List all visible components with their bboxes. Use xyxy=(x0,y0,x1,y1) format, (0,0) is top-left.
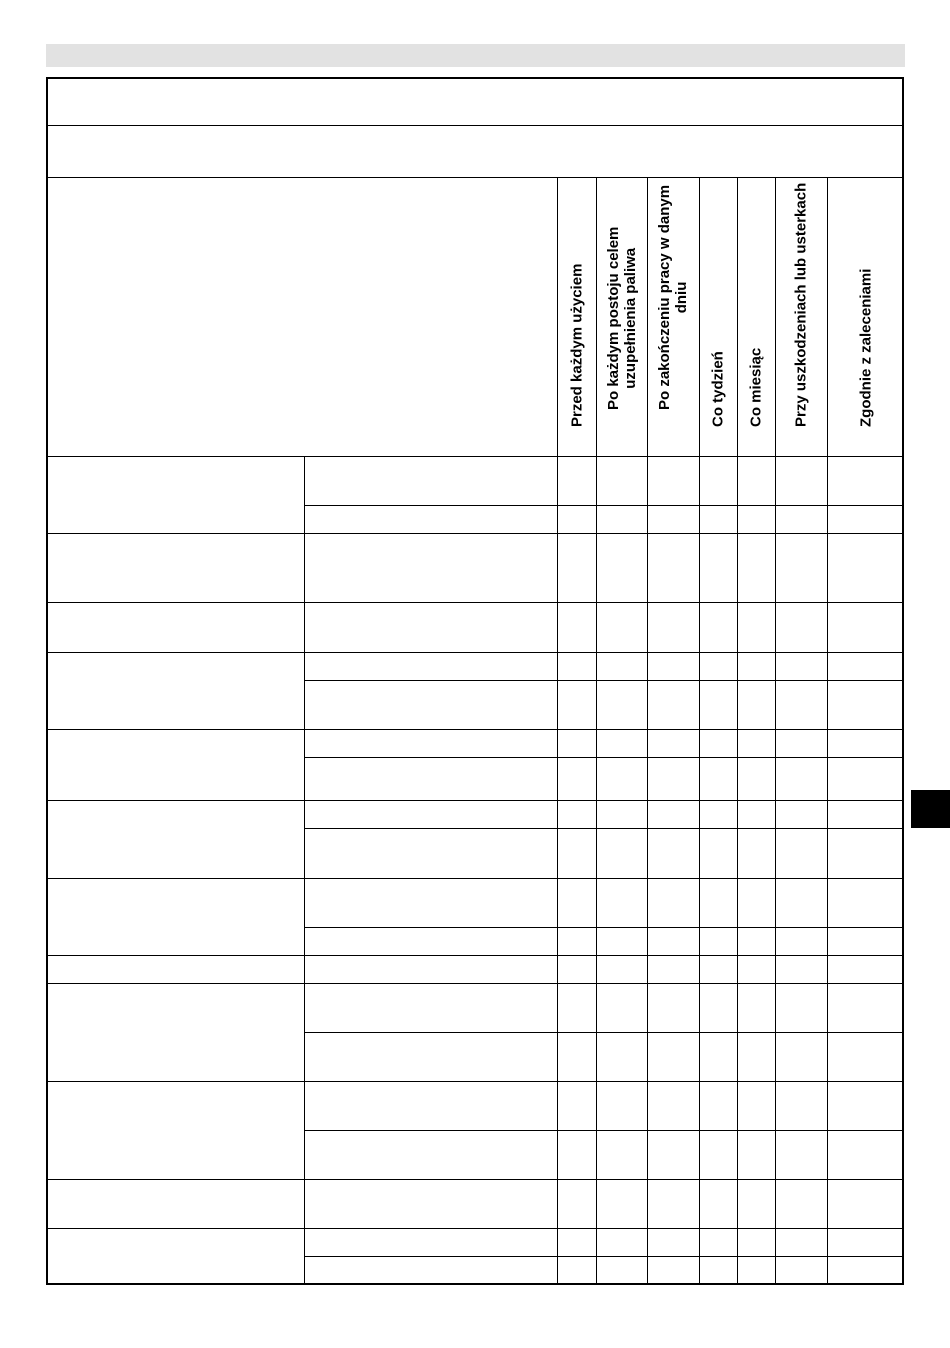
item-cell xyxy=(48,652,304,729)
schedule-cell xyxy=(775,983,827,1032)
schedule-cell xyxy=(596,1228,647,1256)
schedule-cell xyxy=(775,955,827,983)
schedule-cell xyxy=(596,757,647,800)
schedule-cell xyxy=(699,1130,737,1179)
schedule-cell xyxy=(737,757,775,800)
schedule-cell xyxy=(775,1081,827,1130)
item-cell xyxy=(48,955,304,983)
header-bar xyxy=(46,44,905,67)
schedule-cell xyxy=(827,955,904,983)
schedule-cell xyxy=(775,828,827,878)
schedule-cell xyxy=(647,533,699,602)
schedule-cell xyxy=(699,1256,737,1284)
schedule-cell xyxy=(557,955,596,983)
item-cell xyxy=(48,800,304,878)
section-tab-marker xyxy=(911,790,950,828)
schedule-cell xyxy=(557,828,596,878)
subitem-cell xyxy=(304,983,557,1032)
schedule-cell xyxy=(557,602,596,652)
schedule-cell xyxy=(647,505,699,533)
item-cell xyxy=(48,878,304,955)
schedule-cell xyxy=(596,680,647,729)
schedule-cell xyxy=(699,927,737,955)
schedule-cell xyxy=(557,1081,596,1130)
schedule-cell xyxy=(596,652,647,680)
table-row xyxy=(48,729,904,757)
schedule-cell xyxy=(699,828,737,878)
schedule-cell xyxy=(596,1032,647,1081)
schedule-cell xyxy=(827,1179,904,1228)
schedule-cell xyxy=(827,1228,904,1256)
subitem-cell xyxy=(304,729,557,757)
schedule-cell xyxy=(596,1256,647,1284)
schedule-cell xyxy=(737,927,775,955)
schedule-cell xyxy=(737,1256,775,1284)
schedule-cell xyxy=(647,955,699,983)
maintenance-table-frame xyxy=(46,77,904,1285)
schedule-cell xyxy=(737,1130,775,1179)
schedule-cell xyxy=(737,602,775,652)
schedule-cell xyxy=(827,1032,904,1081)
column-header xyxy=(647,178,699,456)
schedule-cell xyxy=(775,505,827,533)
schedule-cell xyxy=(557,1256,596,1284)
schedule-cell xyxy=(737,652,775,680)
schedule-cell xyxy=(699,533,737,602)
table-row xyxy=(48,652,904,680)
column-label: Przed każdym użyciem xyxy=(568,263,585,427)
schedule-cell xyxy=(596,1081,647,1130)
subitem-cell xyxy=(304,828,557,878)
subitem-cell xyxy=(304,456,557,505)
subitem-cell xyxy=(304,878,557,927)
item-cell xyxy=(48,602,304,652)
schedule-cell xyxy=(737,680,775,729)
schedule-cell xyxy=(596,729,647,757)
schedule-cell xyxy=(827,602,904,652)
schedule-cell xyxy=(647,1081,699,1130)
schedule-cell xyxy=(737,505,775,533)
schedule-cell xyxy=(557,1130,596,1179)
schedule-cell xyxy=(596,983,647,1032)
subitem-cell xyxy=(304,1179,557,1228)
schedule-cell xyxy=(737,1081,775,1130)
schedule-cell xyxy=(647,729,699,757)
schedule-cell xyxy=(699,456,737,505)
subitem-cell xyxy=(304,680,557,729)
column-label: Co miesiąc xyxy=(747,347,765,427)
column-label: Po każdym postoju celem uzupełnienia paliwa xyxy=(604,226,639,410)
table-row xyxy=(48,1179,904,1228)
item-cell xyxy=(48,1081,304,1179)
subitem-cell xyxy=(304,652,557,680)
schedule-cell xyxy=(827,456,904,505)
schedule-cell xyxy=(827,878,904,927)
schedule-cell xyxy=(647,927,699,955)
schedule-cell xyxy=(699,680,737,729)
schedule-cell xyxy=(827,757,904,800)
schedule-cell xyxy=(647,456,699,505)
schedule-cell xyxy=(827,1130,904,1179)
schedule-cell xyxy=(737,1228,775,1256)
schedule-cell xyxy=(596,533,647,602)
schedule-cell xyxy=(737,878,775,927)
item-cell xyxy=(48,456,304,533)
column-label: Przy uszkodzeniach lub usterkach xyxy=(792,182,810,427)
schedule-cell xyxy=(827,652,904,680)
column-header xyxy=(737,178,775,456)
schedule-cell xyxy=(596,602,647,652)
schedule-cell xyxy=(557,757,596,800)
column-header xyxy=(596,178,647,456)
schedule-cell xyxy=(699,1179,737,1228)
subitem-cell xyxy=(304,757,557,800)
table-row xyxy=(48,456,904,505)
schedule-cell xyxy=(827,729,904,757)
column-header-row xyxy=(48,178,904,456)
schedule-cell xyxy=(775,652,827,680)
schedule-cell xyxy=(775,1179,827,1228)
column-label: Zgodnie z zaleceniami xyxy=(857,268,875,427)
schedule-cell xyxy=(596,800,647,828)
schedule-cell xyxy=(647,1130,699,1179)
column-header xyxy=(557,178,596,456)
schedule-cell xyxy=(775,878,827,927)
subitem-cell xyxy=(304,927,557,955)
schedule-cell xyxy=(699,1228,737,1256)
schedule-cell xyxy=(737,533,775,602)
schedule-cell xyxy=(775,456,827,505)
schedule-cell xyxy=(737,800,775,828)
column-label: Co tydzień xyxy=(709,350,727,427)
schedule-cell xyxy=(775,1228,827,1256)
table-row xyxy=(48,602,904,652)
schedule-cell xyxy=(647,602,699,652)
table-row xyxy=(48,955,904,983)
maintenance-grid xyxy=(48,178,904,1285)
schedule-cell xyxy=(647,878,699,927)
schedule-cell xyxy=(647,1228,699,1256)
schedule-cell xyxy=(557,927,596,955)
schedule-cell xyxy=(596,955,647,983)
schedule-cell xyxy=(737,1032,775,1081)
schedule-cell xyxy=(557,729,596,757)
schedule-cell xyxy=(775,1032,827,1081)
schedule-cell xyxy=(647,652,699,680)
schedule-cell xyxy=(775,1130,827,1179)
schedule-cell xyxy=(827,828,904,878)
schedule-cell xyxy=(596,505,647,533)
schedule-cell xyxy=(557,1228,596,1256)
schedule-cell xyxy=(775,602,827,652)
schedule-cell xyxy=(775,729,827,757)
schedule-cell xyxy=(699,878,737,927)
schedule-cell xyxy=(775,757,827,800)
schedule-cell xyxy=(775,1256,827,1284)
schedule-cell xyxy=(647,828,699,878)
table-subtitle-row xyxy=(48,126,902,178)
table-row xyxy=(48,983,904,1032)
schedule-cell xyxy=(699,1032,737,1081)
subitem-cell xyxy=(304,1130,557,1179)
schedule-cell xyxy=(827,927,904,955)
table-row xyxy=(48,1081,904,1130)
schedule-cell xyxy=(827,1081,904,1130)
schedule-cell xyxy=(596,878,647,927)
subitem-cell xyxy=(304,955,557,983)
schedule-cell xyxy=(699,800,737,828)
subitem-cell xyxy=(304,602,557,652)
schedule-cell xyxy=(775,680,827,729)
schedule-cell xyxy=(557,800,596,828)
schedule-cell xyxy=(827,800,904,828)
table-row xyxy=(48,800,904,828)
schedule-cell xyxy=(596,1179,647,1228)
column-header xyxy=(775,178,827,456)
schedule-cell xyxy=(775,927,827,955)
item-header-cell xyxy=(48,178,557,456)
schedule-cell xyxy=(737,828,775,878)
subitem-cell xyxy=(304,1032,557,1081)
schedule-cell xyxy=(647,757,699,800)
schedule-cell xyxy=(827,680,904,729)
schedule-cell xyxy=(557,878,596,927)
schedule-cell xyxy=(557,652,596,680)
schedule-cell xyxy=(647,1032,699,1081)
column-label: Po zakończeniu pracy w danym dniu xyxy=(656,184,690,410)
schedule-cell xyxy=(557,1032,596,1081)
schedule-cell xyxy=(775,533,827,602)
schedule-cell xyxy=(775,800,827,828)
schedule-cell xyxy=(699,505,737,533)
column-header xyxy=(827,178,904,456)
schedule-cell xyxy=(699,652,737,680)
schedule-cell xyxy=(737,983,775,1032)
item-cell xyxy=(48,729,304,800)
schedule-cell xyxy=(827,533,904,602)
schedule-cell xyxy=(557,456,596,505)
schedule-cell xyxy=(557,983,596,1032)
subitem-cell xyxy=(304,1228,557,1256)
table-row xyxy=(48,533,904,602)
schedule-cell xyxy=(647,680,699,729)
schedule-cell xyxy=(596,828,647,878)
schedule-cell xyxy=(737,955,775,983)
subitem-cell xyxy=(304,1256,557,1284)
schedule-cell xyxy=(737,456,775,505)
schedule-cell xyxy=(699,1081,737,1130)
schedule-cell xyxy=(596,1130,647,1179)
item-cell xyxy=(48,1228,304,1284)
schedule-cell xyxy=(557,1179,596,1228)
schedule-cell xyxy=(737,729,775,757)
schedule-cell xyxy=(699,757,737,800)
schedule-cell xyxy=(699,955,737,983)
table-row xyxy=(48,878,904,927)
subitem-cell xyxy=(304,505,557,533)
subitem-cell xyxy=(304,800,557,828)
schedule-cell xyxy=(699,729,737,757)
schedule-cell xyxy=(737,1179,775,1228)
schedule-cell xyxy=(557,505,596,533)
schedule-cell xyxy=(699,983,737,1032)
table-title-row xyxy=(48,79,902,126)
column-header xyxy=(699,178,737,456)
schedule-cell xyxy=(827,505,904,533)
table-row xyxy=(48,1228,904,1256)
schedule-cell xyxy=(699,602,737,652)
schedule-cell xyxy=(557,680,596,729)
schedule-cell xyxy=(827,1256,904,1284)
subitem-cell xyxy=(304,533,557,602)
schedule-cell xyxy=(596,456,647,505)
schedule-cell xyxy=(596,927,647,955)
schedule-cell xyxy=(557,533,596,602)
schedule-cell xyxy=(647,1256,699,1284)
item-cell xyxy=(48,1179,304,1228)
schedule-cell xyxy=(827,983,904,1032)
item-cell xyxy=(48,533,304,602)
schedule-cell xyxy=(647,983,699,1032)
subitem-cell xyxy=(304,1081,557,1130)
schedule-cell xyxy=(647,1179,699,1228)
item-cell xyxy=(48,983,304,1081)
schedule-cell xyxy=(647,800,699,828)
